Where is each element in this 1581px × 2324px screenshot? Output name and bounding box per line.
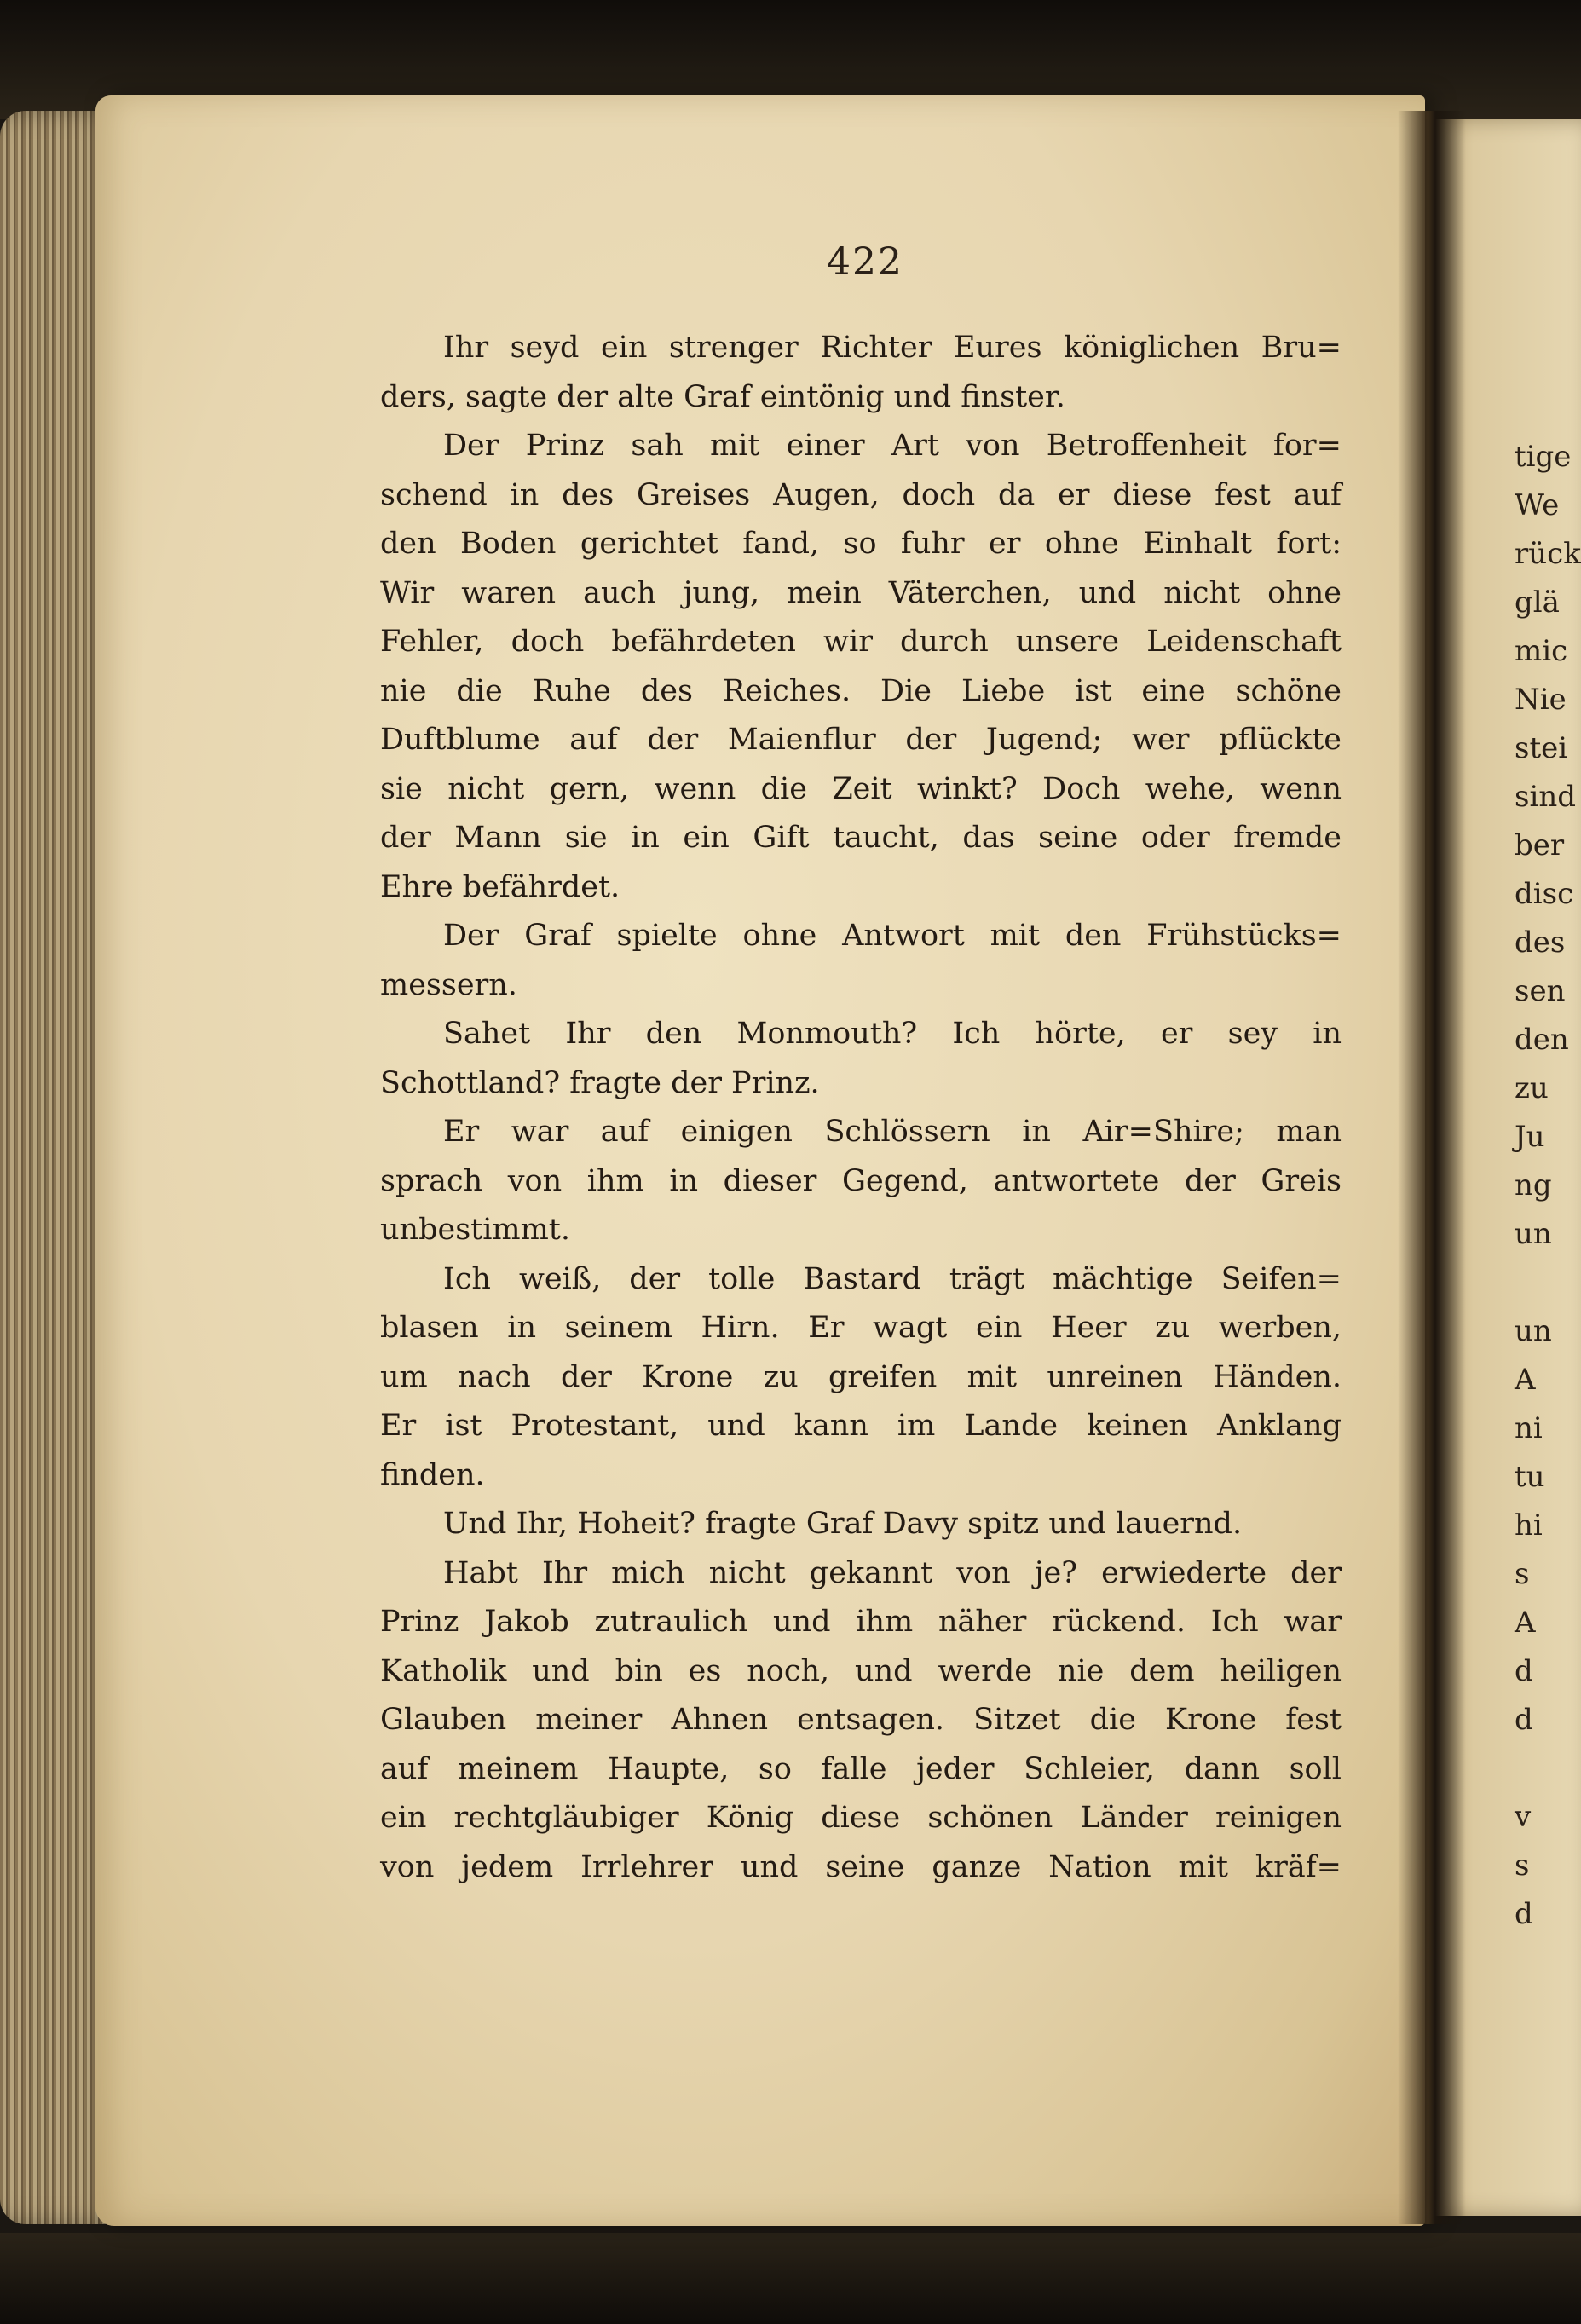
text-line: Und Ihr, Hoheit? fragte Graf Davy spitz und lauernd. [443,1507,1243,1541]
right-page-fragment: Ju [1515,1120,1545,1154]
right-page-fragment: glä [1515,585,1560,620]
right-page-fragment: den [1515,1023,1569,1057]
right-page-fragment: v [1515,1800,1532,1834]
text-line: finden. [380,1457,485,1492]
right-page-fragment: hi [1515,1508,1543,1543]
right-page-fragment: ber [1515,828,1565,862]
text-line: den Boden gerichtet fand, so fuhr er ohne Einhalt fort: [380,527,1342,561]
text-line: Ehre befährdet. [380,869,620,904]
text-line: Prinz Jakob zutraulich und ihm näher rückend. Ich war [380,1605,1342,1639]
right-page-fragment: un [1515,1217,1552,1251]
right-page-fragment: d [1515,1703,1533,1737]
background-bottom [0,2233,1581,2324]
right-page-fragment: sen [1515,974,1566,1008]
right-page-fragment: A [1515,1606,1536,1640]
text-line: sie nicht gern, wenn die Zeit winkt? Doch wehe, wenn [380,771,1342,806]
text-line: Katholik und bin es noch, und werde nie dem heiligen [380,1653,1342,1688]
right-page-fragment: disc [1515,877,1574,911]
text-line: ders, sagte der alte Graf eintönig und finster. [380,379,1065,414]
right-page-fragment: sind [1515,780,1576,814]
right-page-fragment: zu [1515,1071,1549,1105]
right-page-text [1515,433,1581,1939]
text-line: auf meinem Haupte, so falle jeder Schleier, dann soll [380,1751,1342,1786]
right-page-fragment [1515,1744,1581,1793]
right-page-fragment: tige [1515,440,1572,474]
text-line: messern. [380,967,517,1002]
right-page-fragment: We [1515,488,1560,522]
right-page-fragment: d [1515,1654,1533,1688]
text-line: Duftblume auf der Maienflur der Jugend; wer pflückte [380,723,1342,757]
text-line: Habt Ihr mich nicht gekannt von je? erwiederte der [443,1555,1342,1590]
text-line: Sahet Ihr den Monmouth? Ich hörte, er sey in [443,1017,1342,1051]
right-page-fragment: A [1515,1363,1536,1397]
page-text [380,324,1342,1892]
text-line: Ich weiß, der tolle Bastard trägt mächtige Seifen= [443,1261,1342,1296]
text-line: um nach der Krone zu greifen mit unreinen Händen. [380,1359,1342,1394]
right-page-fragment: Nie [1515,683,1567,717]
right-page-fragment: ng [1515,1168,1552,1202]
text-line: Fehler, doch befährdeten wir durch unsere Leidenschaft [380,625,1342,659]
right-page-fragment: tu [1515,1460,1545,1494]
book-gutter [1398,111,1466,2224]
text-line: Der Graf spielte ohne Antwort mit den Frühstücks= [443,919,1342,953]
text-line: Glauben meiner Ahnen entsagen. Sitzet die Krone fest [380,1703,1342,1737]
right-page-fragment: rück [1515,537,1581,571]
right-page-fragment: mic [1515,634,1568,668]
text-line: ein rechtgläubiger König diese schönen Länder reinigen [380,1801,1342,1835]
right-page-fragment: des [1515,926,1566,960]
right-page-fragment: s [1515,1557,1530,1591]
text-line: schend in des Greises Augen, doch da er diese fest auf [380,477,1342,512]
text-line: Ihr seyd ein strenger Richter Eures königlichen Bru= [443,331,1342,365]
text-line: nie die Ruhe des Reiches. Die Liebe ist eine schöne [380,673,1342,708]
text-line: Er ist Protestant, und kann im Lande keinen Anklang [380,1409,1342,1443]
text-line: unbestimmt. [380,1213,570,1247]
text-line: Schottland? fragte der Prinz. [380,1065,820,1100]
right-page-fragment: d [1515,1897,1533,1931]
text-line: der Mann sie in ein Gift taucht, das seine oder fremde [380,821,1342,855]
page-number: 422 [827,240,903,284]
right-page-fragment: un [1515,1314,1552,1348]
text-line: Der Prinz sah mit einer Art von Betroffenheit for= [443,429,1342,463]
right-page-fragment: stei [1515,731,1568,765]
text-line: von jedem Irrlehrer und seine ganze Nation mit kräf= [380,1849,1342,1884]
text-line: Wir waren auch jung, mein Väterchen, und nicht ohne [380,575,1342,610]
text-line: Er war auf einigen Schlössern in Air=Shire; man [443,1115,1342,1149]
text-line: blasen in seinem Hirn. Er wagt ein Heer zu werben, [380,1311,1342,1345]
right-page-fragment [1515,1259,1581,1307]
right-page-fragment: s [1515,1848,1530,1883]
text-line: sprach von ihm in dieser Gegend, antwortete der Greis [380,1163,1342,1198]
right-page-fragment: ni [1515,1411,1543,1445]
